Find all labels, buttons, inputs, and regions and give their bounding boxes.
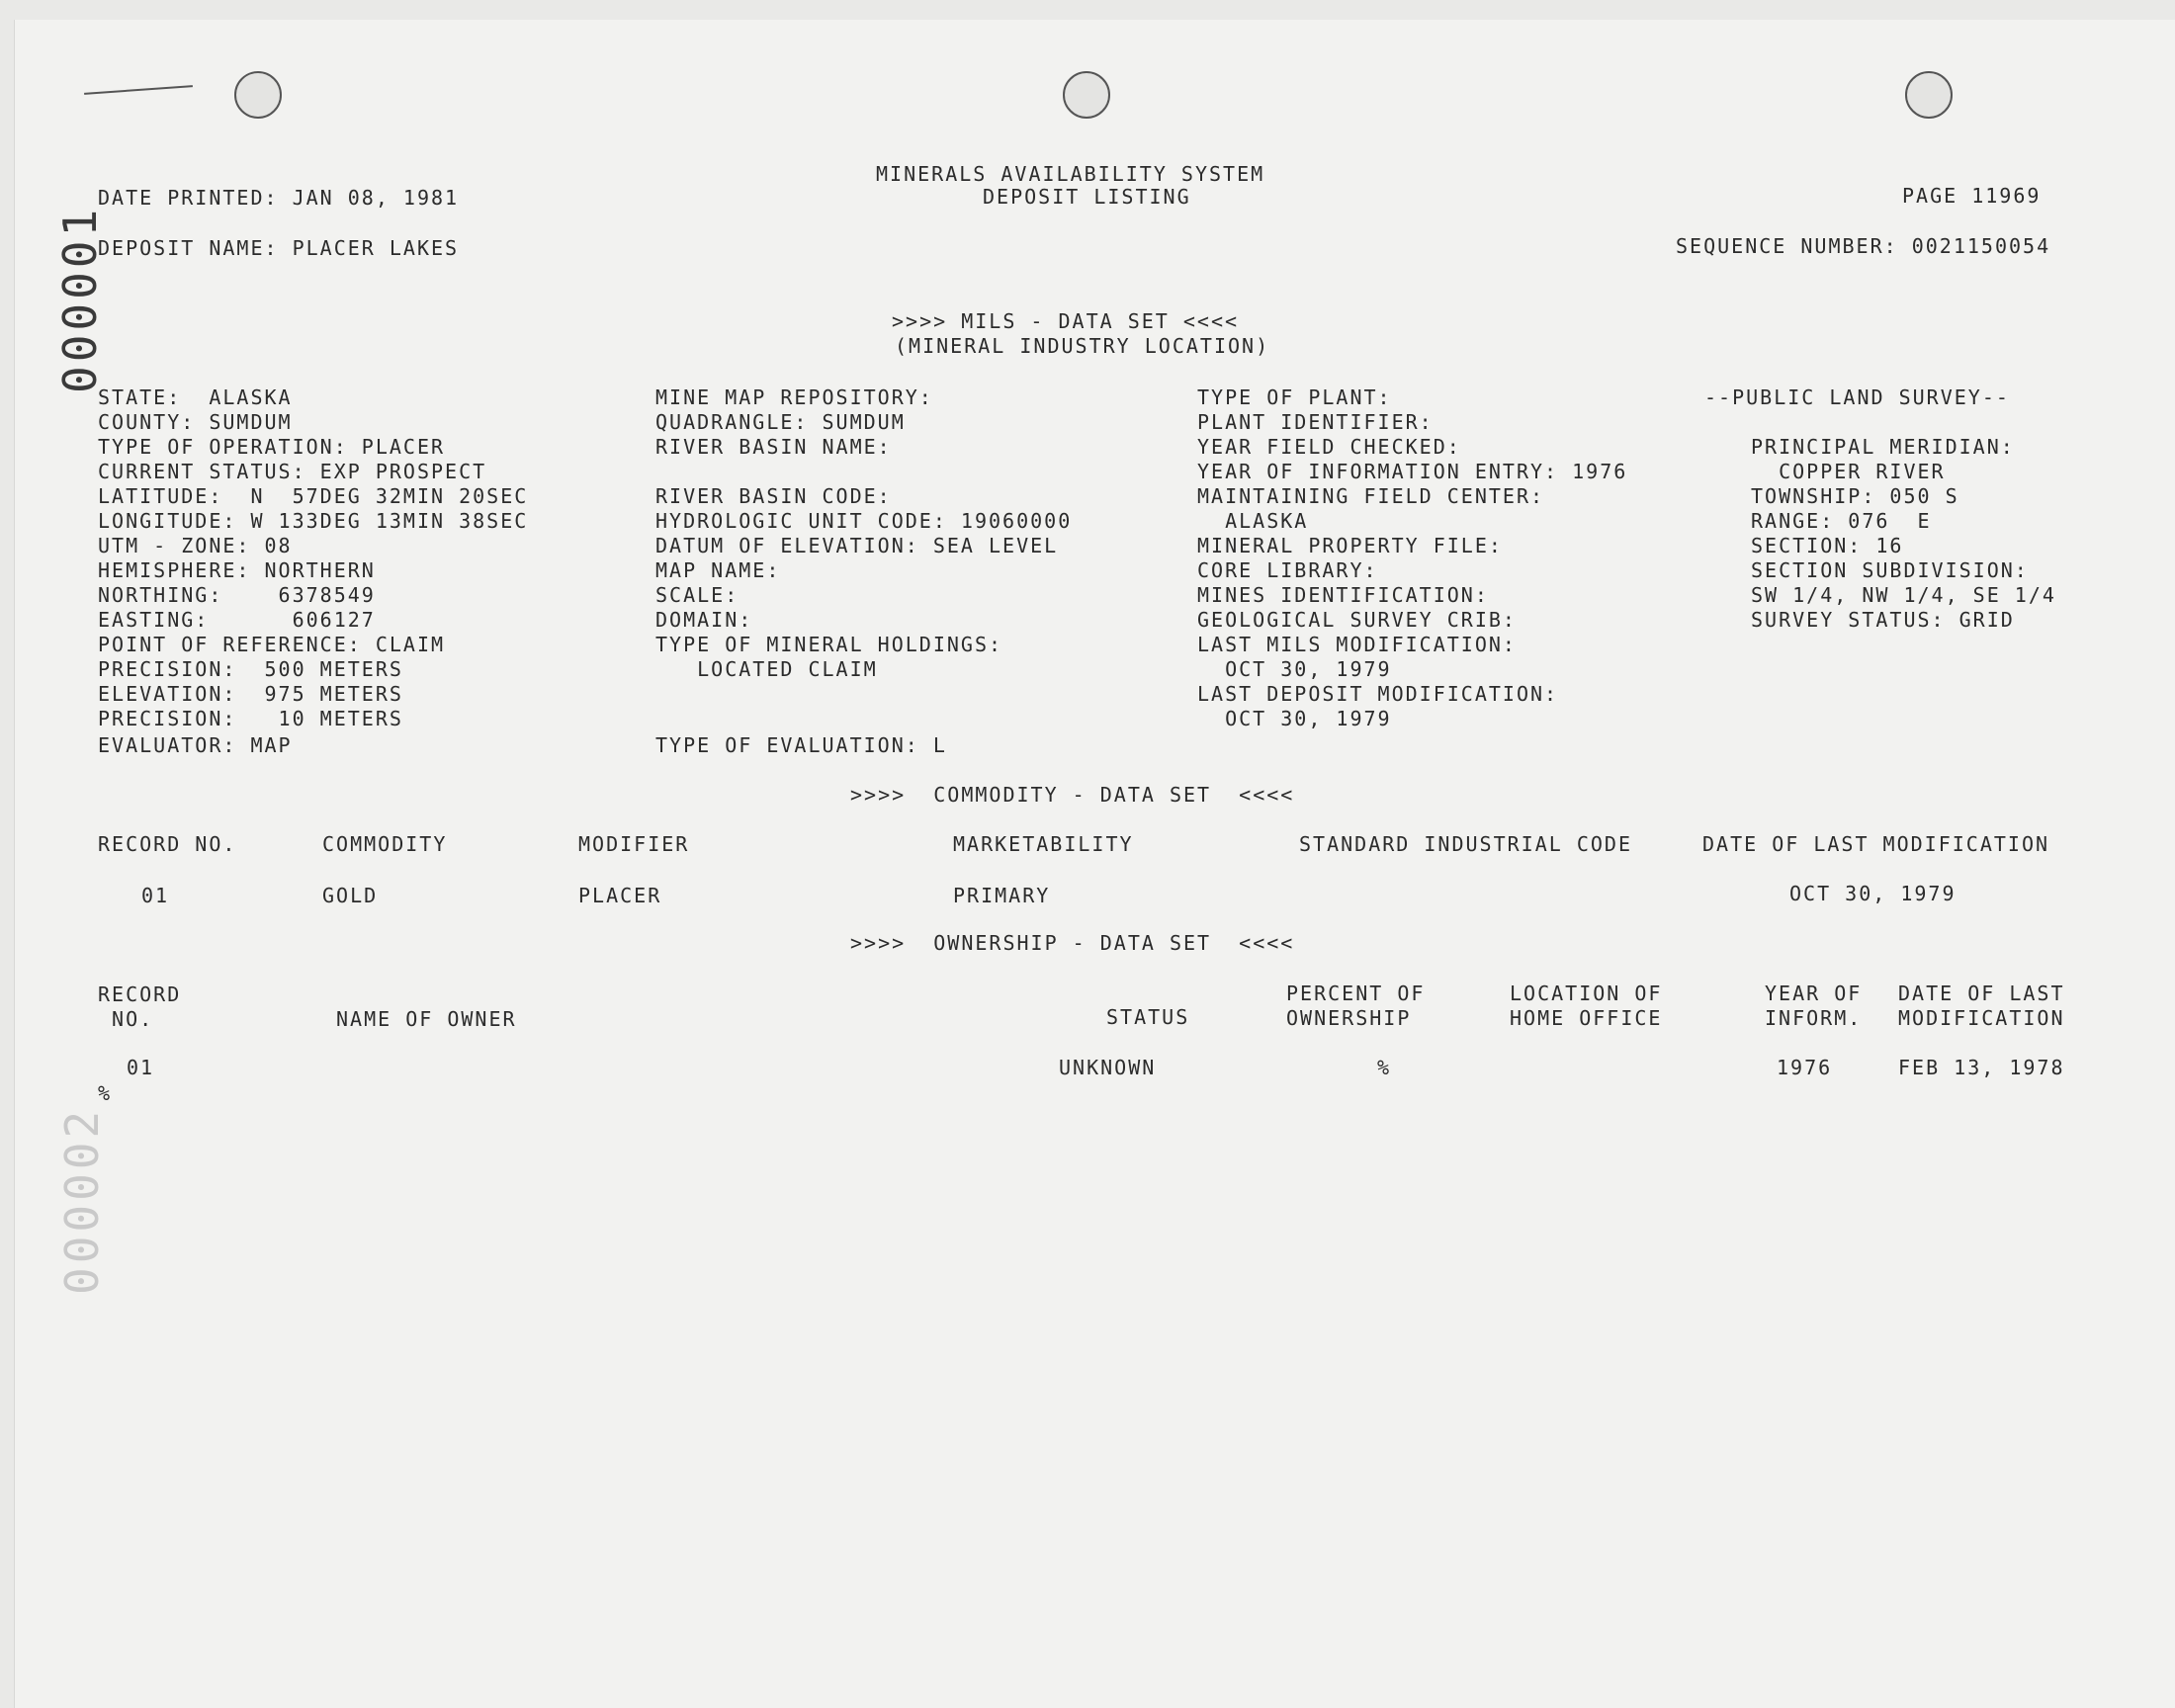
commodity-value: GOLD <box>322 884 379 907</box>
column-header: MARKETABILITY <box>953 832 1134 856</box>
marketability-value: PRIMARY <box>953 884 1051 907</box>
column-header: NO. <box>98 1007 154 1031</box>
sequence-number: SEQUENCE NUMBER: 0021150054 <box>1676 234 2051 258</box>
column-header: OWNERSHIP <box>1286 1006 1412 1030</box>
mils-title: >>>> MILS - DATA SET <<<< <box>892 309 1240 333</box>
status-value: UNKNOWN <box>1059 1056 1157 1079</box>
column-header: NAME OF OWNER <box>336 1007 517 1031</box>
column-header: STATUS <box>1106 1005 1190 1029</box>
mils-field: MAP NAME: <box>655 558 781 582</box>
mils-field: LAST MILS MODIFICATION: <box>1197 633 1517 656</box>
side-stamp-faint: 000002 <box>55 1106 109 1295</box>
record-number: 01 <box>141 884 170 907</box>
mils-field: COPPER RIVER <box>1751 460 1946 483</box>
record-number: 01 <box>127 1056 155 1079</box>
mils-field: SECTION SUBDIVISION: <box>1751 558 2029 582</box>
column-header: STANDARD INDUSTRIAL CODE <box>1299 832 1632 856</box>
mils-field: QUADRANGLE: SUMDUM <box>655 410 906 434</box>
mils-field: LONGITUDE: W 133DEG 13MIN 38SEC <box>98 509 529 533</box>
binder-hole-right <box>1905 71 1953 119</box>
mils-subtitle: (MINERAL INDUSTRY LOCATION) <box>895 334 1270 358</box>
report-subtitle: DEPOSIT LISTING <box>983 185 1191 209</box>
mils-field: MINE MAP REPOSITORY: <box>655 385 933 409</box>
modification-date: OCT 30, 1979 <box>1789 882 1957 905</box>
mils-field: SCALE: <box>655 583 740 607</box>
mils-field: ALASKA <box>1197 509 1309 533</box>
system-title: MINERALS AVAILABILITY SYSTEM <box>876 162 1265 186</box>
mils-field: STATE: ALASKA <box>98 385 293 409</box>
mils-field: DATUM OF ELEVATION: SEA LEVEL <box>655 534 1059 557</box>
column-header: LOCATION OF <box>1510 982 1663 1005</box>
mils-field: PRECISION: 500 METERS <box>98 657 403 681</box>
mils-field: SECTION: 16 <box>1751 534 1904 557</box>
column-header: RECORD NO. <box>98 832 237 856</box>
column-header: COMMODITY <box>322 832 448 856</box>
mils-field: EASTING: 606127 <box>98 608 376 632</box>
mils-field: LAST DEPOSIT MODIFICATION: <box>1197 682 1559 706</box>
mils-field: OCT 30, 1979 <box>1197 707 1392 730</box>
footnote-mark: % <box>98 1081 113 1105</box>
column-header: DATE OF LAST MODIFICATION <box>1702 832 2050 856</box>
column-header: RECORD <box>98 982 182 1006</box>
year-value: 1976 <box>1777 1056 1833 1079</box>
column-header: PERCENT OF <box>1286 982 1426 1005</box>
mils-field: PLANT IDENTIFIER: <box>1197 410 1434 434</box>
mils-field: CURRENT STATUS: EXP PROSPECT <box>98 460 487 483</box>
mils-field: TYPE OF OPERATION: PLACER <box>98 435 446 459</box>
mils-field: ELEVATION: 975 METERS <box>98 682 403 706</box>
mils-field: SURVEY STATUS: GRID <box>1751 608 2015 632</box>
mils-field: PRINCIPAL MERIDIAN: <box>1751 435 2015 459</box>
mils-field: DOMAIN: <box>655 608 753 632</box>
mils-field: MAINTAINING FIELD CENTER: <box>1197 484 1545 508</box>
mils-field: RIVER BASIN NAME: <box>655 435 892 459</box>
binder-hole-center <box>1063 71 1110 119</box>
mils-field: CORE LIBRARY: <box>1197 558 1378 582</box>
column-header: INFORM. <box>1765 1006 1863 1030</box>
modification-date: FEB 13, 1978 <box>1898 1056 2065 1079</box>
mils-field: YEAR FIELD CHECKED: <box>1197 435 1461 459</box>
public-land-survey-title: --PUBLIC LAND SURVEY-- <box>1704 385 2010 409</box>
mils-field: YEAR OF INFORMATION ENTRY: 1976 <box>1197 460 1628 483</box>
mils-field: SW 1/4, NW 1/4, SE 1/4 <box>1751 583 2056 607</box>
side-stamp: 000001 <box>53 205 107 393</box>
percent-value: % <box>1377 1056 1392 1079</box>
mils-field: TOWNSHIP: 050 S <box>1751 484 1959 508</box>
modifier-value: PLACER <box>578 884 662 907</box>
mils-field: TYPE OF MINERAL HOLDINGS: <box>655 633 1003 656</box>
mils-field: MINES IDENTIFICATION: <box>1197 583 1489 607</box>
mils-field: LATITUDE: N 57DEG 32MIN 20SEC <box>98 484 529 508</box>
mils-field: TYPE OF PLANT: <box>1197 385 1392 409</box>
mils-field: POINT OF REFERENCE: CLAIM <box>98 633 446 656</box>
column-header: MODIFIER <box>578 832 690 856</box>
column-header: DATE OF LAST <box>1898 982 2065 1005</box>
printout-page <box>14 20 2175 1708</box>
mils-field: LOCATED CLAIM <box>655 657 878 681</box>
mils-field: TYPE OF EVALUATION: L <box>655 733 947 757</box>
column-header: YEAR OF <box>1765 982 1863 1005</box>
pen-mark <box>84 85 193 95</box>
mils-field: HEMISPHERE: NORTHERN <box>98 558 376 582</box>
mils-field: MINERAL PROPERTY FILE: <box>1197 534 1503 557</box>
deposit-name: DEPOSIT NAME: PLACER LAKES <box>98 236 460 260</box>
commodity-title: >>>> COMMODITY - DATA SET <<<< <box>850 783 1295 807</box>
date-printed: DATE PRINTED: JAN 08, 1981 <box>98 186 460 210</box>
page-number: PAGE 11969 <box>1902 184 2042 208</box>
mils-field: RIVER BASIN CODE: <box>655 484 892 508</box>
ownership-title: >>>> OWNERSHIP - DATA SET <<<< <box>850 931 1295 955</box>
mils-field: GEOLOGICAL SURVEY CRIB: <box>1197 608 1517 632</box>
mils-field: PRECISION: 10 METERS <box>98 707 403 730</box>
mils-field: HYDROLOGIC UNIT CODE: 19060000 <box>655 509 1073 533</box>
mils-field: RANGE: 076 E <box>1751 509 1932 533</box>
column-header: HOME OFFICE <box>1510 1006 1663 1030</box>
mils-field: NORTHING: 6378549 <box>98 583 376 607</box>
binder-hole-left <box>234 71 282 119</box>
mils-field: EVALUATOR: MAP <box>98 733 293 757</box>
mils-field: UTM - ZONE: 08 <box>98 534 293 557</box>
mils-field: OCT 30, 1979 <box>1197 657 1392 681</box>
mils-field: COUNTY: SUMDUM <box>98 410 293 434</box>
column-header: MODIFICATION <box>1898 1006 2065 1030</box>
